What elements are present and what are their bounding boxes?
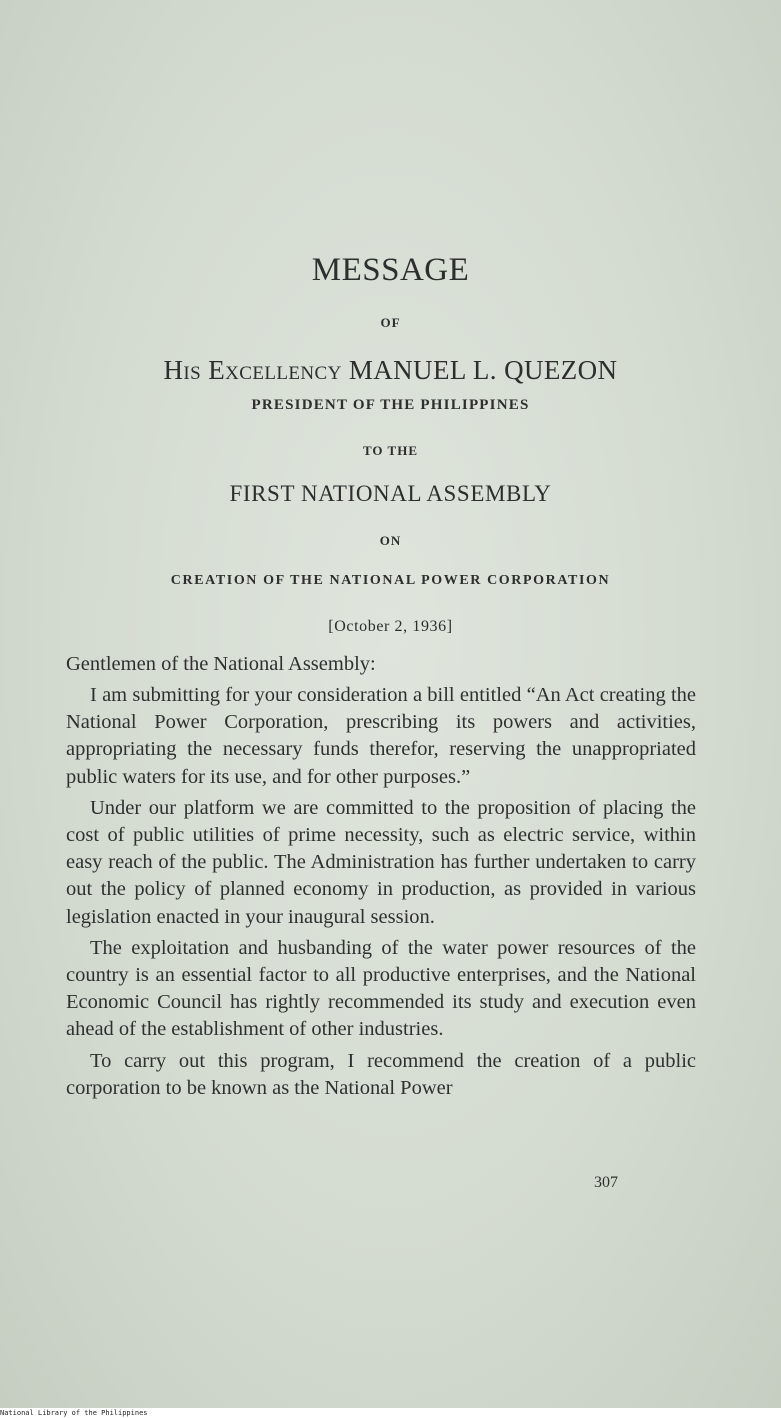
page-number: 307	[594, 1174, 618, 1191]
on-label: ON	[379, 533, 402, 548]
paragraph-3: The exploitation and husbanding of the water power resources of the country is an essential factor to all productive enterprises, and the National Economic Council has rightly recommended its study and execution even ahead of the establishment of other industries.	[66, 936, 696, 1041]
author-title: PRESIDENT OF THE PHILIPPINES	[251, 397, 530, 413]
paragraph-1: I am submitting for your consideration a bill entitled “An Act creating the National Power Corporation, prescribing its powers and activities, appropriating the necessary funds therefor, reserving the unappropriated public waters for its use, and for other purposes.”	[66, 684, 696, 788]
date-line: [October 2, 1936]	[328, 618, 453, 635]
subject-line: CREATION OF THE NATIONAL POWER CORPORATION	[170, 573, 611, 588]
salutation: Gentlemen of the National Assembly:	[66, 653, 376, 675]
recipient-line: FIRST NATIONAL ASSEMBLY	[229, 481, 552, 506]
of-label: OF	[380, 315, 401, 330]
author-line: His Excellency MANUEL L. QUEZON	[163, 355, 618, 385]
body-paragraphs	[66, 682, 696, 1102]
library-footer: National Library of the Philippines	[0, 1409, 148, 1417]
to-the-label: TO THE	[362, 443, 419, 458]
paragraph-2: Under our platform we are committed to the proposition of placing the cost of public utilities of prime necessity, such as electric service, within easy reach of the public. The Administration has further undertaken to carry out the policy of planned economy in production, as provided in various legislation enacted in your inaugural session.	[66, 796, 696, 928]
document-title: MESSAGE	[311, 252, 470, 288]
paragraph-4: To carry out this program, I recommend the creation of a public corporation to be known as the National Power	[66, 1049, 696, 1099]
